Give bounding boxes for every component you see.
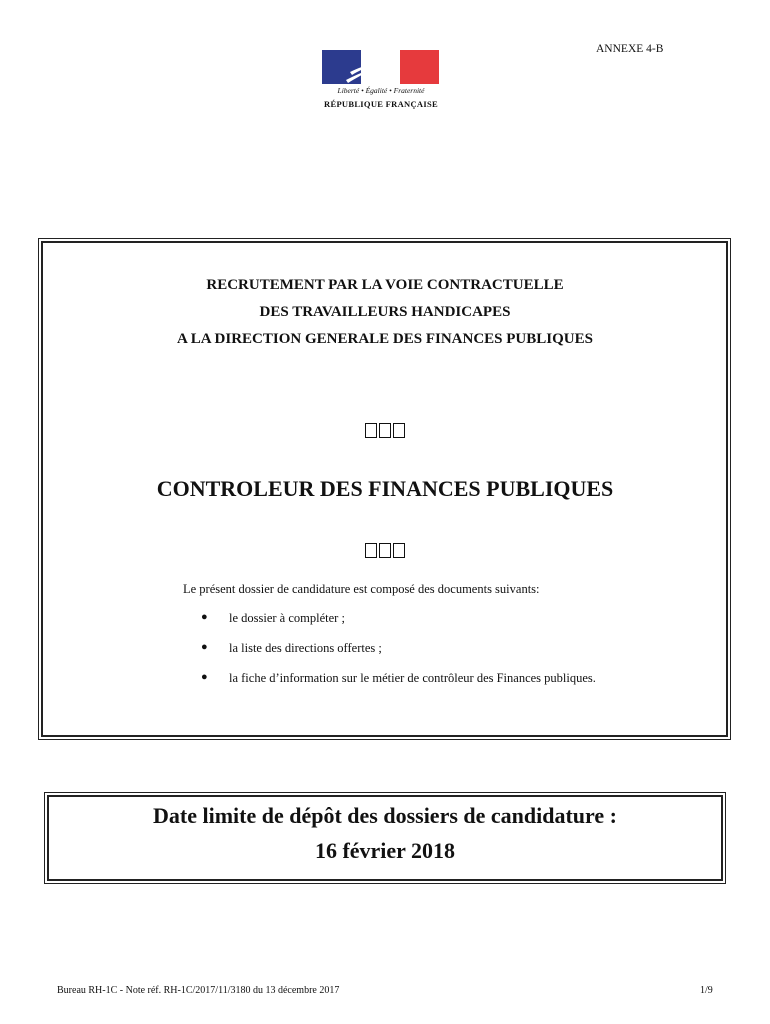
- ornament-divider-bottom: [40, 541, 730, 559]
- deadline-line-1: Date limite de dépôt des dossiers de candidature :: [152, 803, 618, 828]
- annexe-label: ANNEXE 4-B: [596, 43, 664, 55]
- dossier-intro: Le présent dossier de candidature est composé des documents suivants:: [183, 582, 540, 596]
- deadline-notice: [44, 798, 726, 868]
- list-item: ● la fiche d’information sur le métier de contrôleur des Finances publiques.: [201, 671, 596, 701]
- recruitment-heading: [40, 272, 730, 353]
- heading-line-1: RECRUTEMENT PAR LA VOIE CONTRACTUELLE: [206, 277, 564, 293]
- logo-republique: RÉPUBLIQUE FRANÇAISE: [324, 99, 438, 109]
- page-number: 1/9: [700, 985, 713, 996]
- heading-line-2: DES TRAVAILLEURS HANDICAPES: [259, 304, 511, 320]
- logo-motto: Liberté • Égalité • Fraternité: [337, 86, 425, 95]
- job-title: CONTROLEUR DES FINANCES PUBLIQUES: [156, 476, 614, 501]
- footer-reference: Bureau RH-1C - Note réf. RH-1C/2017/11/3180 du 13 décembre 2017: [57, 985, 340, 996]
- dossier-list: [201, 611, 596, 701]
- bullet-icon: ●: [201, 611, 208, 623]
- heading-line-3: A LA DIRECTION GENERALE DES FINANCES PUBLIQUES: [177, 331, 593, 347]
- ornament-divider-top: [40, 421, 730, 439]
- list-item: ● le dossier à compléter ;: [201, 611, 596, 641]
- republique-francaise-logo: [322, 50, 440, 114]
- bullet-icon: ●: [201, 671, 208, 683]
- french-flag-icon: [322, 50, 439, 84]
- deadline-date: 16 février 2018: [314, 838, 456, 863]
- list-item: ● la liste des directions offertes ;: [201, 641, 596, 671]
- bullet-icon: ●: [201, 641, 208, 653]
